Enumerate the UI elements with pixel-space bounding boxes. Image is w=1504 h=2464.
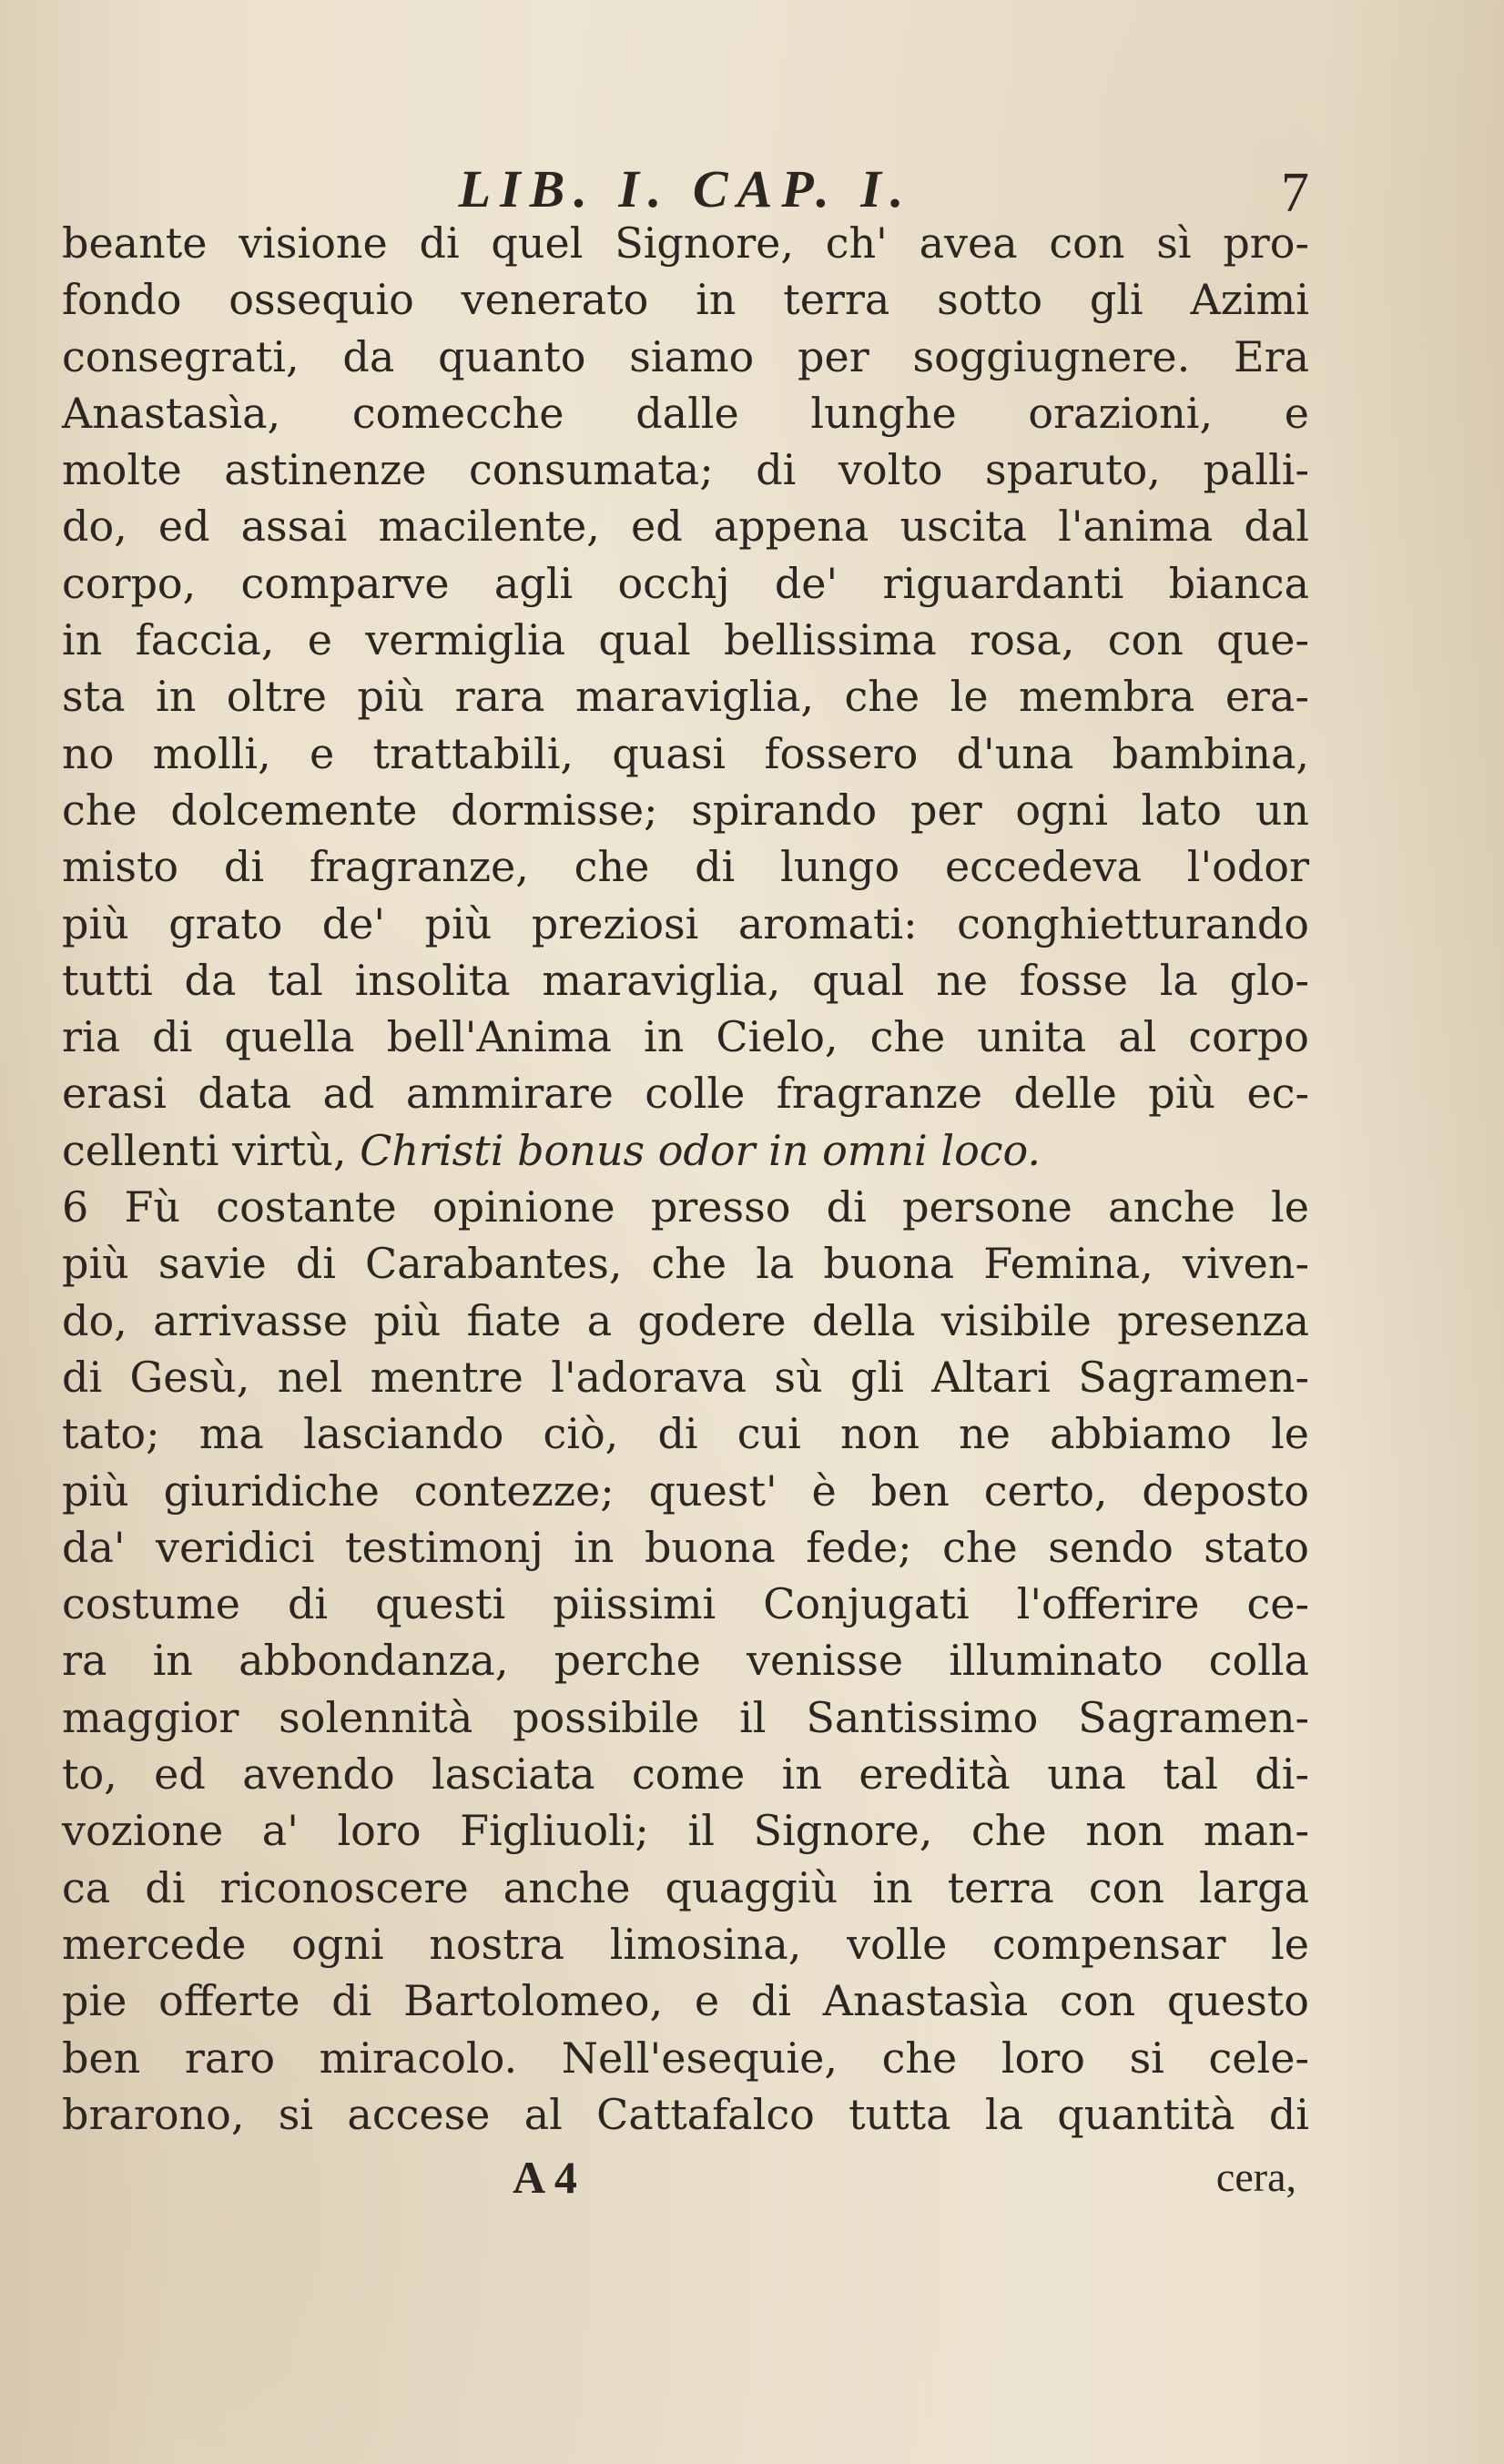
- text-line-with-quotation: [62, 1122, 1309, 1179]
- text-line: do, arrivasse più fiate a godere della visibile presenza: [62, 1295, 1309, 1345]
- line-roman-part: cellenti virtù,: [62, 1125, 361, 1175]
- text-line: erasi data ad ammirare colle fragranze delle più ec-: [62, 1069, 1309, 1119]
- text-line: pie offerte di Bartolomeo, e di Anastasìa con questo: [62, 1976, 1309, 2026]
- text-line: do, ed assai macilente, ed appena uscita l'anima dal: [62, 502, 1309, 552]
- catchword: cera,: [1215, 2154, 1296, 2201]
- text-line: molte astinenze consumata; di volto sparuto, palli-: [62, 445, 1309, 495]
- text-line: brarono, si accese al Cattafalco tutta la quantità di: [62, 2089, 1309, 2139]
- text-line: in faccia, e vermiglia qual bellissima rosa, con que-: [62, 615, 1309, 665]
- text-line: tutti da tal insolita maraviglia, qual ne fosse la glo-: [62, 955, 1309, 1005]
- text-line: costume di questi piissimi Conjugati l'offerire ce-: [62, 1579, 1309, 1629]
- text-line: ben raro miracolo. Nell'esequie, che loro si cele-: [62, 2033, 1309, 2083]
- latin-quotation: Christi bonus odor in omni loco.: [360, 1125, 1042, 1175]
- text-line: da' veridici testimonj in buona fede; che sendo stato: [62, 1522, 1309, 1572]
- text-line: misto di fragranze, che di lungo eccedeva l'odor: [62, 842, 1309, 892]
- text-line: Anastasìa, comecche dalle lunghe orazioni, e: [62, 388, 1309, 438]
- text-line: to, ed avendo lasciata come in eredità una tal di-: [62, 1749, 1309, 1800]
- text-line: che dolcemente dormisse; spirando per ogni lato un: [62, 785, 1309, 835]
- text-line: beante visione di quel Signore, ch' avea con sì pro-: [62, 218, 1309, 268]
- text-line: sta in oltre più rara maraviglia, che le membra era-: [62, 672, 1309, 722]
- running-head: [62, 124, 1309, 224]
- text-line: consegrati, da quanto siamo per soggiugnere. Era: [62, 331, 1309, 381]
- text-line: ria di quella bell'Anima in Cielo, che unita al corpo: [62, 1012, 1309, 1062]
- text-line: più savie di Carabantes, che la buona Femina, viven-: [62, 1239, 1309, 1289]
- text-line: ca di riconoscere anche quaggiù in terra con larga: [62, 1862, 1309, 1912]
- paragraph-2: [62, 1179, 1309, 2143]
- page-footer: [62, 2143, 1309, 2208]
- text-line: no molli, e trattabili, quasi fossero d'una bambina,: [62, 728, 1309, 778]
- text-line: più grato de' più preziosi aromati: conghietturando: [62, 898, 1309, 948]
- text-line: corpo, comparve agli occhj de' riguardanti bianca: [62, 558, 1309, 608]
- text-line: tato; ma lasciando ciò, di cui non ne abbiamo le: [62, 1409, 1309, 1459]
- text-line: mercede ogni nostra limosina, volle compensar le: [62, 1919, 1309, 1969]
- text-line: di Gesù, nel mentre l'adorava sù gli Altari Sagramen-: [62, 1352, 1309, 1402]
- running-head-title: LIB. I. CAP. I.: [458, 159, 913, 218]
- page-number: 7: [1281, 162, 1309, 224]
- text-line: maggior solennità possibile il Santissimo Sagramen-: [62, 1692, 1309, 1742]
- text-line: vozione a' loro Figliuoli; il Signore, che non man-: [62, 1806, 1309, 1856]
- paragraph-1: [62, 215, 1309, 1179]
- text-line: ra in abbondanza, perche venisse illuminato colla: [62, 1636, 1309, 1686]
- text-line: più giuridiche contezze; quest' è ben certo, deposto: [62, 1465, 1309, 1516]
- text-line: 6 Fù costante opinione presso di persone anche le: [62, 1182, 1309, 1232]
- text-line: fondo ossequio venerato in terra sotto gli Azimi: [62, 275, 1309, 325]
- signature-mark: A 4: [513, 2152, 577, 2204]
- text-block: [62, 124, 1309, 2208]
